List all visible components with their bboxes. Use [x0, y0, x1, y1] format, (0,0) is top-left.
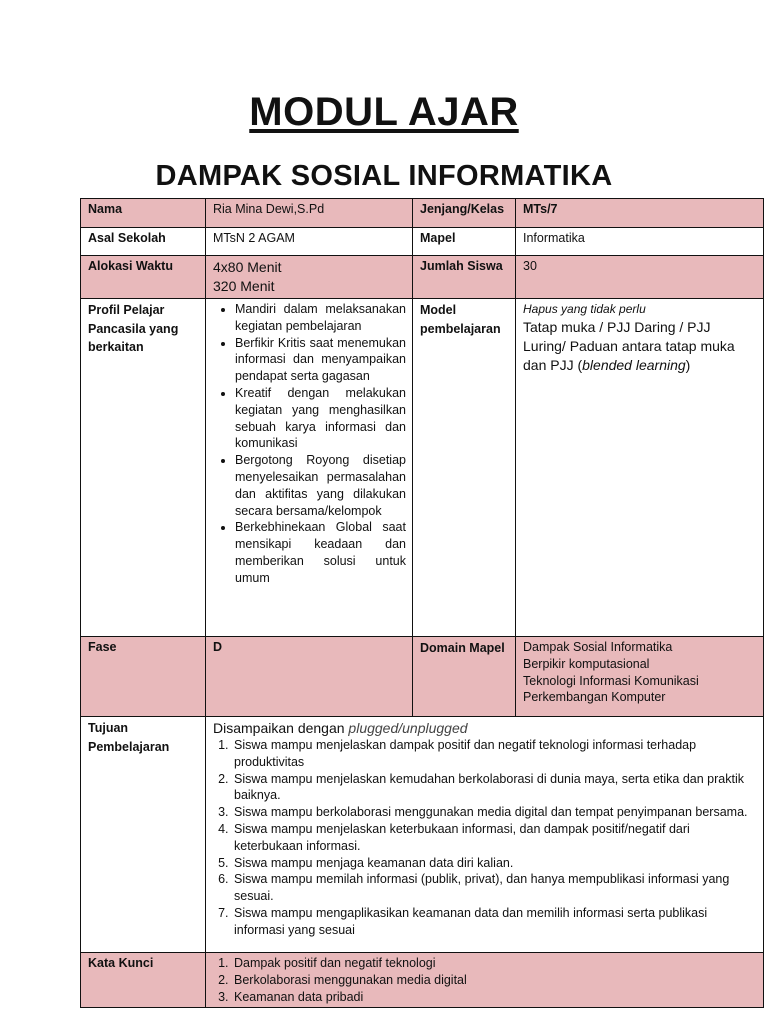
tujuan-item: 4. Siswa mampu menjelaskan keterbukaan informasi, dan dampak positif/negatif dari keterbukaan informasi.: [232, 821, 757, 855]
label-mapel: Mapel: [413, 228, 516, 256]
value-fase: D: [206, 637, 413, 717]
domain-item: Dampak Sosial Informatika: [523, 640, 673, 654]
document-subtitle: DAMPAK SOSIAL INFORMATIKA: [155, 160, 613, 192]
model-blended: blended learning: [582, 356, 686, 373]
profil-item: • Mandiri dalam melaksanakan kegiatan pembelajaran: [235, 301, 406, 335]
row-kata-kunci: [81, 953, 764, 1008]
label-fase: Fase: [81, 637, 206, 717]
value-kata-kunci: [206, 953, 764, 1008]
value-asal-sekolah: MTsN 2 AGAM: [206, 228, 413, 256]
value-nama: Ria Mina Dewi,S.Pd: [206, 199, 413, 228]
label-model-pembelajaran: Model pembelajaran: [413, 299, 516, 637]
profil-item: • Berfikir Kritis saat menemukan informasi dan menyampaikan pendapat serta gagasan: [235, 335, 406, 385]
model-end: ): [685, 356, 691, 373]
tujuan-item: 3. Siswa mampu berkolaborasi menggunakan media digital dan tempat penyimpanan bersama.: [232, 804, 757, 821]
label-nama: Nama: [81, 199, 206, 228]
domain-item: Perkembangan Komputer: [523, 690, 666, 705]
row-fase: [81, 637, 764, 717]
tujuan-item: 5. Siswa mampu menjaga keamanan data diri kalian.: [232, 855, 757, 872]
tujuan-intro-em: plugged/unplugged: [348, 720, 468, 736]
model-text: Tatap muka / PJJ Daring / PJJ Luring/ Paduan antara tatap muka dan PJJ (: [523, 318, 735, 373]
value-profil-pelajar: [206, 299, 413, 637]
profil-item: • Bergotong Royong disetiap menyelesaikan permasalahan dan aktifitas yang dilakukan secara bersama/kelompok: [235, 452, 406, 519]
value-model-pembelajaran: [516, 299, 764, 637]
tujuan-list: [213, 737, 757, 939]
tujuan-item: 7. Siswa mampu mengaplikasikan keamanan data dan memilih informasi serta publikasi informasi yang sesuai: [232, 905, 757, 939]
label-profil-pelajar: Profil Pelajar Pancasila yang berkaitan: [81, 299, 206, 637]
domain-item: Teknologi Informasi Komunikasi: [523, 673, 699, 688]
value-mapel: Informatika: [516, 228, 764, 256]
kata-kunci-item: 1. Dampak positif dan negatif teknologi: [232, 955, 757, 972]
kata-kunci-item: 2. Berkolaborasi menggunakan media digital: [232, 972, 757, 989]
tujuan-item: 6. Siswa mampu memilah informasi (publik, privat), dan hanya mempublikasi informasi yang sesuai.: [232, 871, 757, 905]
profil-item: • Kreatif dengan melakukan kegiatan yang menghasilkan sebuah karya informasi dan komunikasi: [235, 385, 406, 452]
document-title: MODUL AJAR: [249, 90, 519, 134]
label-alokasi-waktu: Alokasi Waktu: [81, 256, 206, 299]
module-info-table: [80, 198, 764, 1008]
label-kata-kunci: Kata Kunci: [81, 953, 206, 1008]
domain-item: Berpikir komputasional: [523, 656, 650, 671]
tujuan-intro: [213, 719, 757, 737]
alokasi-line: 4x80 Menit: [213, 259, 282, 275]
kata-kunci-list: [213, 955, 757, 1005]
label-domain-mapel: Domain Mapel: [413, 637, 516, 717]
tujuan-item: 2. Siswa mampu menjelaskan kemudahan berkolaborasi di dunia maya, serta etika dan praktik baiknya.: [232, 771, 757, 805]
label-asal-sekolah: Asal Sekolah: [81, 228, 206, 256]
tujuan-item: 1. Siswa mampu menjelaskan dampak positif dan negatif teknologi informasi terhadap produktivitas: [232, 737, 757, 771]
row-profil-pelajar: [81, 299, 764, 637]
kata-kunci-item: 3. Keamanan data pribadi: [232, 989, 757, 1006]
profil-item: • Berkebhinekaan Global saat mensikapi keadaan dan memberikan solusi untuk umum: [235, 519, 406, 586]
value-tujuan-pembelajaran: [206, 717, 764, 953]
value-jumlah-siswa: 30: [516, 256, 764, 299]
label-tujuan-pembelajaran: Tujuan Pembelajaran: [81, 717, 206, 953]
alokasi-line: 320 Menit: [213, 278, 275, 294]
profil-list: [213, 301, 406, 587]
value-domain-mapel: [516, 637, 764, 717]
value-alokasi-waktu: [206, 256, 413, 299]
row-tujuan-pembelajaran: [81, 717, 764, 953]
row-alokasi-waktu: [81, 256, 764, 299]
model-options: [523, 319, 735, 373]
value-jenjang-kelas: MTs/7: [516, 199, 764, 228]
tujuan-intro-text: Disampaikan dengan: [213, 720, 349, 736]
label-jenjang-kelas: Jenjang/Kelas: [413, 199, 516, 228]
row-asal-sekolah: [81, 228, 764, 256]
model-note: Hapus yang tidak perlu: [523, 302, 646, 316]
label-jumlah-siswa: Jumlah Siswa: [413, 256, 516, 299]
row-nama: [81, 199, 764, 228]
